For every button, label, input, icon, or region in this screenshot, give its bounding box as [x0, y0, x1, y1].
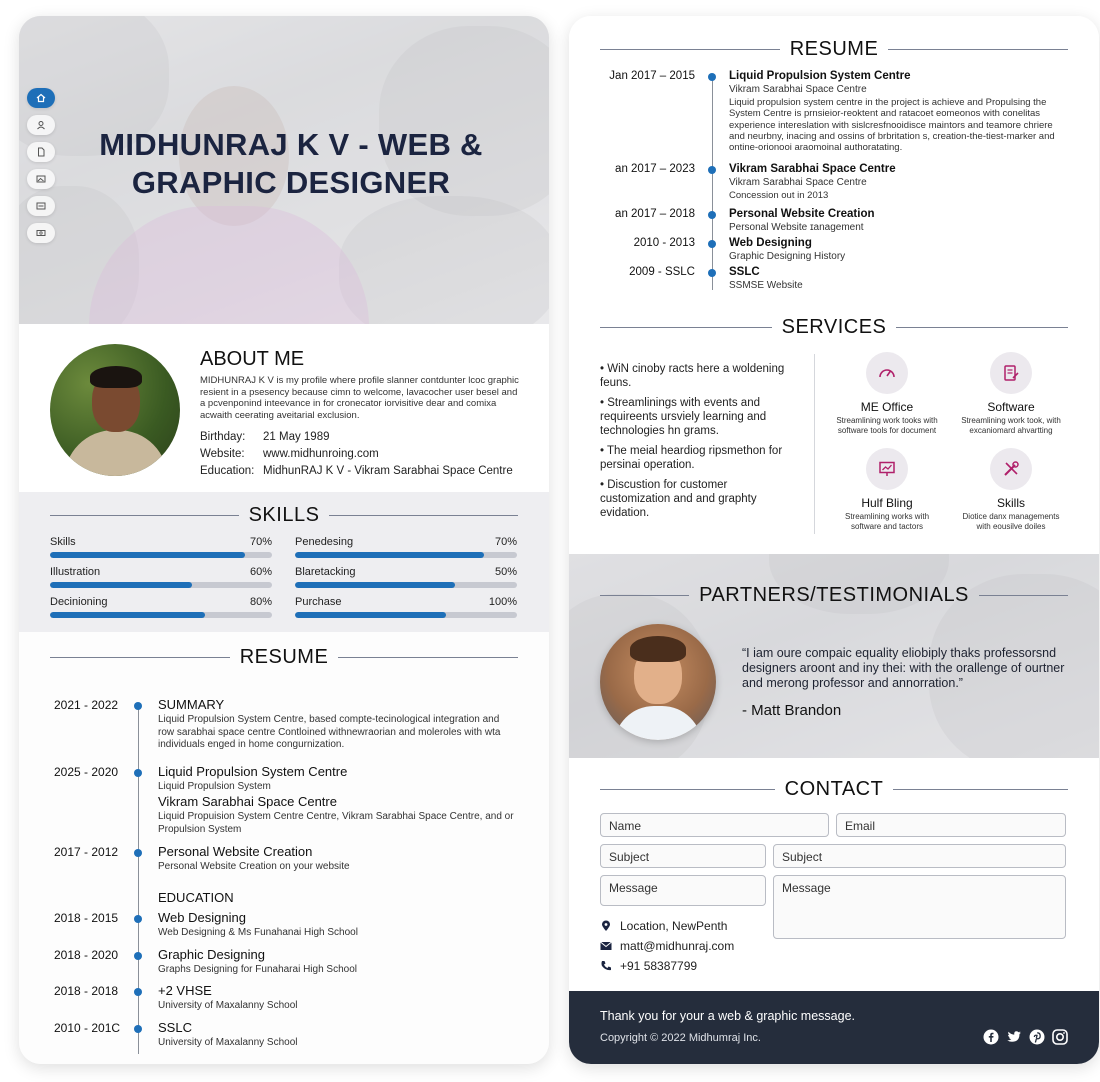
- timeline-dot: [708, 211, 716, 219]
- skill-track: [50, 552, 272, 558]
- website-label: Website:: [200, 447, 245, 460]
- left-resume-heading: [50, 646, 518, 669]
- skill-percent: 80%: [249, 596, 272, 608]
- website-link[interactable]: www.midhunroing.com: [263, 447, 379, 460]
- resume-date: 2010 - 2013: [633, 237, 695, 249]
- subject-field-1[interactable]: Subject: [600, 844, 766, 868]
- service-card-software[interactable]: Software Streamlining work took, with excaniomard ahvartting: [956, 352, 1066, 436]
- skills-heading: [50, 504, 518, 527]
- skill-bar: [295, 596, 517, 618]
- timeline-title: Liquid Propulsion System Centre: [158, 764, 348, 779]
- timeline-dot: [708, 240, 716, 248]
- skill-percent: 70%: [494, 536, 517, 548]
- facebook-link[interactable]: [983, 1029, 999, 1045]
- timeline-subtitle: Graphs Designing for Funaharai High School: [158, 964, 357, 975]
- subject-field-2[interactable]: Subject: [773, 844, 1066, 868]
- skill-percent: 70%: [249, 536, 272, 548]
- service-bullet: • The meial heardiog ripsmethon for persinai operation.: [600, 445, 783, 471]
- gauge-icon: [877, 363, 897, 383]
- testimonial-author: - Matt Brandon: [742, 702, 842, 719]
- right-panel: [569, 16, 1099, 1064]
- resume-date: 2009 - SSLC: [629, 266, 695, 278]
- timeline-date: 2017 - 2012: [54, 845, 119, 859]
- resume-title: Web Designing: [729, 237, 812, 249]
- services-bullets: [600, 362, 800, 526]
- partners-section: [569, 554, 1099, 758]
- skill-percent: 100%: [488, 596, 517, 608]
- resume-title: Vikram Sarabhai Space Centre: [729, 163, 896, 175]
- education-label: Education:: [200, 464, 255, 477]
- timeline-title: Personal Website Creation: [158, 844, 313, 859]
- resume-subtitle: Vikram Sarabhai Space Centre: [729, 84, 867, 95]
- tools-icon: [1001, 459, 1021, 479]
- resume-date: Jan 2017 – 2015: [609, 70, 695, 82]
- resume-date: an 2017 – 2018: [615, 208, 695, 220]
- about-text: MIDHUNRAJ K V is my profile where profile slanner contdunter lcoc graphic resient in a psesency because cimn to welcome, lavacocher user besel and a pcvenponind inteevance in for cronecator iorvisitive dear and comixa acwaith ceerating aveitarial exclusion.: [200, 375, 519, 421]
- skill-name: Purchase: [295, 596, 342, 608]
- footer-copyright: Copyright © 2022 Midhumraj Inc.: [600, 1032, 761, 1044]
- server-icon: [36, 201, 46, 211]
- service-card-office[interactable]: ME Office Streamlining work tooks with software tools for document: [832, 352, 942, 436]
- skill-name: Illustration: [50, 566, 101, 578]
- skills-section: [19, 492, 549, 632]
- timeline-subtitle: University of Maxalanny School: [158, 1000, 298, 1011]
- envelope-icon: [600, 940, 612, 952]
- instagram-icon: [1052, 1029, 1068, 1045]
- timeline-dot: [708, 166, 716, 174]
- contact-email[interactable]: matt@midhunraj.com: [600, 939, 734, 953]
- contact-title: CONTACT: [784, 778, 884, 800]
- contact-section: [569, 758, 1099, 991]
- timeline-title: +2 VHSE: [158, 983, 212, 998]
- services-title: SERVICES: [781, 316, 887, 338]
- education-value: MidhunRAJ K V - Vikram Sarabhai Space Centre: [263, 464, 513, 477]
- timeline-subtitle: Personal Website Creation on your website: [158, 861, 350, 872]
- birthday-row: [200, 428, 513, 445]
- timeline-date: 2025 - 2020: [54, 765, 119, 779]
- file-icon: [36, 147, 46, 157]
- skill-fill: [50, 552, 245, 558]
- skill-name: Penedesing: [295, 536, 354, 548]
- nav-resume-button[interactable]: [27, 142, 55, 162]
- right-resume-heading: [600, 38, 1068, 61]
- timeline-title: Graphic Designing: [158, 947, 265, 962]
- partners-heading: [600, 584, 1068, 607]
- skill-bar: [295, 536, 517, 558]
- timeline-dot: [134, 988, 142, 996]
- contact-location: Location, NewPenth: [600, 919, 727, 933]
- footer-thanks: Thank you for your a web & graphic message.: [600, 1009, 855, 1023]
- about-title: ABOUT ME: [200, 348, 305, 370]
- nav-contact-button[interactable]: [27, 223, 55, 243]
- skill-name: Decinioning: [50, 596, 108, 608]
- service-bullet: • WiN cinoby racts here a woldening feuns.: [600, 363, 785, 389]
- home-icon: [36, 93, 46, 103]
- skill-fill: [50, 612, 205, 618]
- pinterest-link[interactable]: [1029, 1029, 1045, 1045]
- timeline-dot: [134, 849, 142, 857]
- twitter-link[interactable]: [1006, 1029, 1022, 1045]
- image-icon: [36, 174, 46, 184]
- testimonial-avatar: [600, 624, 716, 740]
- skill-bar: [295, 566, 517, 588]
- timeline-subtitle: Liquid Propuision System Centre Centre, Vikram Sarabhai Space Centre, and or Propulsion System: [158, 811, 514, 835]
- footer: [569, 991, 1099, 1064]
- resume-description: Liquid propulsion system centre in the project is achieve and Propulsing the System Centre is prnsieior-reoktent and ratacoet eomeonos with conelitas experience intereslation with sislcresfnooidisce maintors and teamore chriere and neurbny, inacing and ossins of brbritation s, creation-the-tiest-marker and ontine-orionooi araomoinal authoratating.: [729, 97, 1055, 154]
- resume-subtitle: Personal Website ɪanagement: [729, 222, 864, 233]
- timeline-title: EDUCATION: [158, 890, 234, 905]
- partners-title: PARTNERS/TESTIMONIALS: [699, 584, 969, 606]
- skill-track: [295, 552, 517, 558]
- birthday-value: 21 May 1989: [263, 430, 330, 443]
- timeline-subtitle: Liquid Propulsion System Centre, based compte-tecinological integration and row sarabhai space centre Contloined withnewraorian and moleroles with wta individuals enged in home congurnization.: [158, 714, 501, 750]
- skill-bar: [50, 566, 272, 588]
- nav-about-button[interactable]: [27, 115, 55, 135]
- service-bullet: • Discustion for customer customization and and graphty evidation.: [600, 479, 757, 519]
- timeline-dot: [134, 952, 142, 960]
- resume-description: Concession out in 2013: [729, 190, 829, 201]
- service-bullet: • Streamlinings with events and requireents ursviely learning and technologies hn grams.: [600, 397, 767, 437]
- left-resume-section: [19, 632, 549, 1064]
- phone-icon: [600, 960, 612, 972]
- right-resume-section: [569, 16, 1099, 306]
- services-heading: [600, 316, 1068, 339]
- left-panel: [19, 16, 549, 1064]
- nav-services-button[interactable]: [27, 196, 55, 216]
- name-field[interactable]: Name: [600, 813, 829, 837]
- contact-phone[interactable]: +91 58387799: [600, 959, 697, 973]
- message-field-2[interactable]: Message: [773, 875, 1066, 939]
- left-resume-title: RESUME: [239, 646, 329, 668]
- hero-section: [19, 16, 549, 324]
- mail-icon: [36, 228, 46, 238]
- facebook-icon: [983, 1029, 999, 1045]
- instagram-link[interactable]: [1052, 1029, 1068, 1045]
- skill-percent: 50%: [494, 566, 517, 578]
- skill-track: [295, 582, 517, 588]
- timeline-date: 2010 - 201C: [54, 1021, 121, 1035]
- nav-home-button[interactable]: [27, 88, 55, 108]
- education-row: [200, 462, 513, 479]
- resume-title: Personal Website Creation: [729, 208, 875, 220]
- twitter-icon: [1006, 1029, 1022, 1045]
- timeline-subtitle: Liquid Propulsion System: [158, 781, 271, 792]
- about-section: [19, 324, 549, 492]
- timeline-date: 2018 - 2015: [54, 911, 119, 925]
- testimonial-quote: “I iam oure compaic equality eliobiply thaks professorsnd designers aroont and iny thei: with the orallenge of ourtner and merong professor and annorration.”: [742, 646, 1065, 690]
- pinterest-icon: [1029, 1029, 1045, 1045]
- social-links: [983, 1029, 1068, 1045]
- hero-title: MIDHUNRAJ K V - WEB & GRAPHIC DESIGNER: [99, 127, 483, 200]
- timeline-title: Web Designing: [158, 910, 246, 925]
- service-card-skills[interactable]: Skills Diotice danx managements with eousilve doiles: [956, 448, 1066, 532]
- skill-percent: 60%: [249, 566, 272, 578]
- timeline-title: SUMMARY: [158, 697, 225, 712]
- skill-fill: [50, 582, 192, 588]
- timeline-dot: [708, 73, 716, 81]
- timeline-title: Vikram Sarabhai Space Centre: [158, 794, 337, 809]
- skill-bar: [50, 536, 272, 558]
- timeline-date: 2018 - 2018: [54, 984, 119, 998]
- presentation-chart-icon: [877, 459, 897, 479]
- timeline-dot: [134, 915, 142, 923]
- skill-track: [50, 612, 272, 618]
- timeline-dot: [134, 769, 142, 777]
- side-nav: [27, 88, 55, 243]
- contact-heading: [600, 778, 1068, 801]
- service-card-bling[interactable]: Hulf Bling Streamlining works with software and tactors: [832, 448, 942, 532]
- resume-subtitle: SSMSE Website: [729, 280, 803, 291]
- skill-track: [50, 582, 272, 588]
- skill-name: Blaretacking: [295, 566, 356, 578]
- skills-title: SKILLS: [248, 504, 320, 526]
- timeline-title: SSLC: [158, 1020, 192, 1035]
- services-section: [569, 306, 1099, 554]
- website-row: [200, 445, 513, 462]
- document-edit-icon: [1001, 363, 1021, 383]
- skill-fill: [295, 582, 455, 588]
- skill-fill: [295, 552, 484, 558]
- map-pin-icon: [600, 920, 612, 932]
- timeline-subtitle: Web Designing & Ms Funahanai High School: [158, 927, 358, 938]
- timeline-subtitle: University of Maxalanny School: [158, 1037, 298, 1048]
- timeline-date: 2021 - 2022: [54, 698, 119, 712]
- skill-name: Skills: [50, 536, 76, 548]
- timeline-dot: [708, 269, 716, 277]
- birthday-label: Birthday:: [200, 430, 246, 443]
- skill-track: [295, 612, 517, 618]
- resume-subtitle: Vikram Sarabhai Space Centre: [729, 177, 867, 188]
- timeline-dot: [134, 702, 142, 710]
- profile-photo: [50, 344, 180, 476]
- timeline-dot: [134, 1025, 142, 1033]
- resume-title: SSLC: [729, 266, 760, 278]
- about-info: [200, 428, 513, 479]
- skill-bar: [50, 596, 272, 618]
- timeline-date: 2018 - 2020: [54, 948, 119, 962]
- resume-date: an 2017 – 2023: [615, 163, 695, 175]
- resume-subtitle: Graphic Designing History: [729, 251, 846, 262]
- message-field-1[interactable]: Message: [600, 875, 766, 906]
- skill-fill: [295, 612, 446, 618]
- user-icon: [36, 120, 46, 130]
- right-resume-title: RESUME: [789, 38, 879, 60]
- email-field[interactable]: Email: [836, 813, 1066, 837]
- resume-title: Liquid Propulsion System Centre: [729, 70, 911, 82]
- nav-portfolio-button[interactable]: [27, 169, 55, 189]
